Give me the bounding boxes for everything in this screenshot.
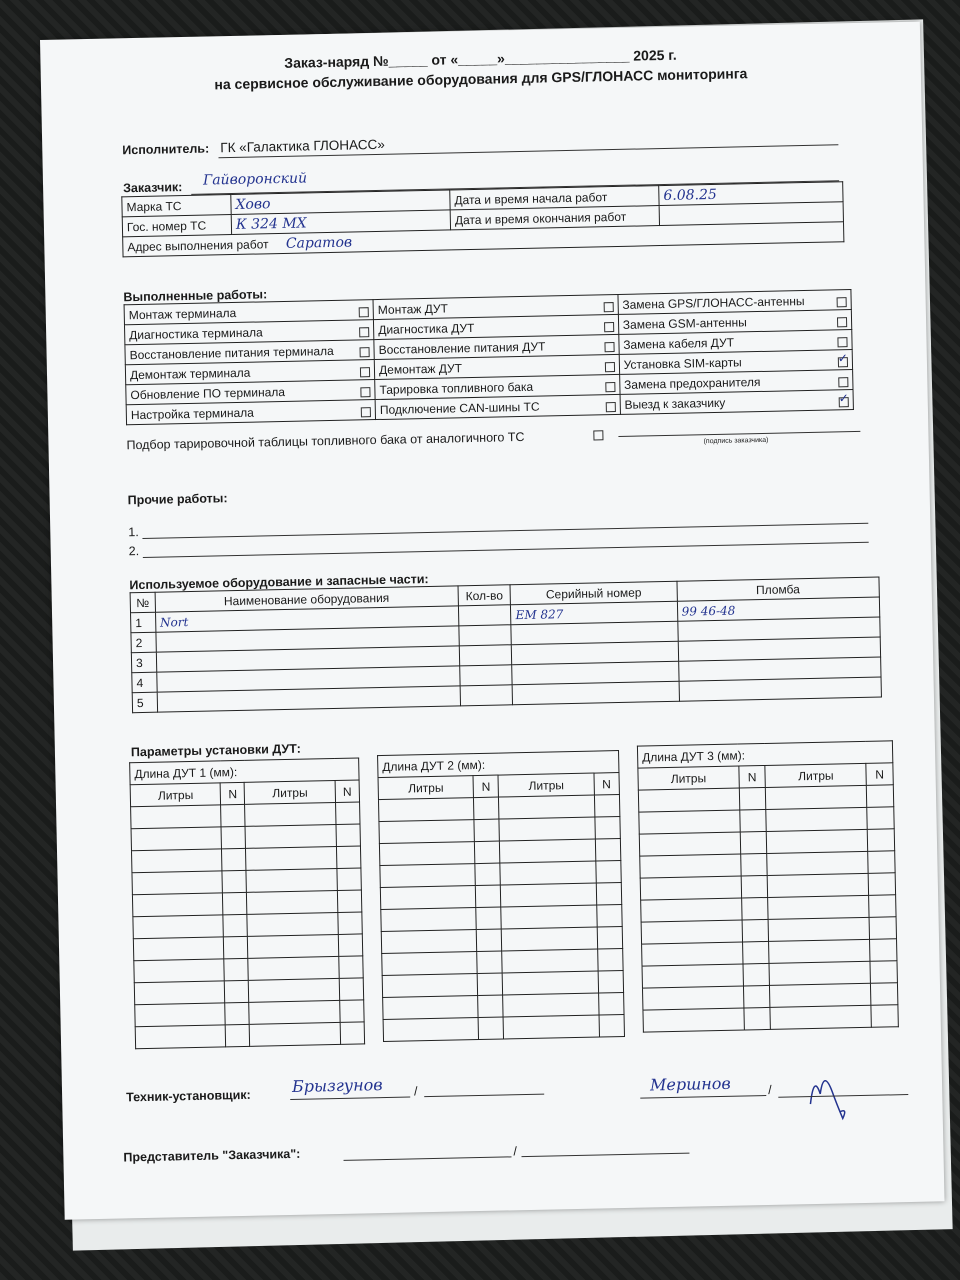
works-table [124, 289, 854, 425]
equipment-value: 2 [135, 635, 143, 650]
equipment-cell [131, 612, 156, 633]
other-item-1: 1. [128, 525, 139, 540]
dut-cell [246, 868, 337, 892]
dut-cell [869, 895, 896, 918]
tariff-label: Подбор тарировочной таблицы топливного бака от аналогичного ТС [126, 429, 525, 453]
work-cell [375, 394, 620, 419]
work-label: Настройка терминала [130, 405, 255, 422]
start-value: 6.08.25 [663, 186, 717, 204]
dut-cell [339, 978, 364, 1001]
dut-cell [640, 854, 741, 878]
equipment-cell [459, 645, 512, 666]
work-label: Диагностика терминала [129, 324, 263, 342]
equipment-title: Используемое оборудование и запасные части: [129, 571, 429, 593]
order-subtitle: на сервисное обслуживание оборудования для GPS/ГЛОНАСС мониторинга [214, 65, 748, 93]
dut-table-1 [129, 757, 365, 1049]
dut-cell [640, 876, 741, 900]
work-label: Демонтаж ДУТ [378, 360, 463, 377]
dut-header-cell: N [866, 763, 893, 786]
works-title: Выполненные работы: [123, 287, 268, 305]
equipment-value: 5 [136, 695, 144, 710]
dut-cell [642, 942, 743, 966]
dut-cell [767, 829, 868, 853]
dut-table-3 [637, 740, 899, 1032]
work-checkbox[interactable] [837, 337, 847, 347]
work-checkbox[interactable] [837, 317, 847, 327]
work-label: Замена GPS/ГЛОНАСС-антенны [622, 293, 805, 312]
dut-cell [639, 832, 740, 856]
dut-cell [503, 993, 599, 1017]
dut-cell [597, 948, 623, 971]
dut-cell [382, 974, 478, 998]
dut-title-cell: Длина ДУТ 3 (мм): [637, 741, 892, 768]
work-cell [620, 390, 854, 415]
dut-header-cell: Литры [765, 763, 866, 787]
dut-cell [477, 951, 503, 974]
dut-cell [223, 914, 247, 936]
dut-cell [501, 905, 597, 929]
dut-cell [475, 841, 501, 864]
dut-cell [381, 908, 477, 932]
dut-cell [225, 980, 249, 1002]
dut-cell [132, 893, 223, 917]
dut-cell [869, 917, 896, 940]
dut-cell [222, 870, 246, 892]
address-label: Адрес выполнения работ [127, 236, 269, 254]
dut-cell [499, 795, 595, 819]
start-label: Дата и время начала работ [450, 186, 659, 210]
dut-header-cell: Литры [245, 780, 336, 804]
dut-cell [246, 846, 337, 870]
dut-row [643, 1005, 898, 1032]
dut-cell [224, 958, 248, 980]
work-checkbox[interactable] [360, 387, 370, 397]
dut-cell [224, 936, 248, 958]
dut-header-cell: Литры [378, 776, 474, 800]
tech-line-3 [640, 1095, 766, 1099]
equipment-header-cell: Пломба [677, 577, 880, 601]
work-label: Замена кабеля ДУТ [623, 335, 735, 352]
dut-cell [503, 1015, 599, 1039]
dut-cell [867, 807, 894, 830]
equipment-cell [679, 677, 882, 701]
equipment-value: Nort [159, 614, 189, 630]
dut-cell [226, 1024, 250, 1046]
work-checkbox[interactable] [837, 297, 847, 307]
work-label: Замена предохранителя [623, 374, 761, 392]
dut-cell [134, 981, 225, 1005]
brand-label: Марка ТС [122, 195, 231, 217]
work-checkbox[interactable] [605, 402, 615, 412]
work-checkbox[interactable] [360, 367, 370, 377]
other-works-title: Прочие работы: [127, 491, 228, 508]
tariff-checkbox[interactable] [593, 430, 603, 440]
dut-cell [222, 848, 246, 870]
work-label: Замена GSM-антенны [622, 314, 747, 332]
dut-cell [739, 787, 766, 810]
equipment-cell [132, 672, 157, 693]
dut-cell [596, 883, 622, 906]
dut-cell [639, 810, 740, 834]
equipment-cell [513, 681, 679, 704]
work-cell [126, 400, 375, 425]
order-title: Заказ-наряд №_____ от «_____»________________ 2025 г. [284, 46, 677, 71]
work-checkbox[interactable] [838, 357, 848, 367]
dut-cell [335, 802, 360, 825]
tech-label: Техник-установщик: [126, 1087, 251, 1105]
work-label: Демонтаж терминала [129, 365, 251, 382]
dut-cell [248, 956, 339, 980]
dut-cell [474, 819, 500, 842]
work-label: Монтаж терминала [128, 305, 237, 322]
dut-cell [250, 1022, 341, 1046]
dut-cell [477, 973, 503, 996]
dut-cell [499, 817, 595, 841]
dut-cell [131, 827, 222, 851]
dut-cell [599, 1014, 625, 1037]
dut-cell [248, 934, 339, 958]
dut-cell [638, 788, 739, 812]
dut-cell [500, 839, 596, 863]
customer-value: Гайворонский [202, 170, 308, 189]
dut-cell [247, 890, 338, 914]
brand-value: Хово [235, 195, 271, 213]
dut-cell [476, 907, 502, 930]
dut-cell [245, 824, 336, 848]
equipment-cell [460, 685, 513, 706]
dut-cell [770, 983, 871, 1007]
dut-cell [503, 971, 599, 995]
dut-cell [338, 934, 363, 957]
dut-cell [594, 795, 620, 818]
dut-cell [739, 809, 766, 832]
dut-cell [478, 995, 504, 1018]
dut-cell [338, 912, 363, 935]
dut-cell [245, 802, 336, 826]
dut-cell [595, 861, 621, 884]
dut-cell [249, 978, 340, 1002]
dut-cell [502, 927, 598, 951]
work-label: Восстановление питания терминала [129, 343, 334, 362]
dut-cell [744, 1007, 771, 1030]
dut-cell [870, 939, 897, 962]
work-checkbox[interactable] [838, 377, 848, 387]
signature-scribble [802, 1063, 863, 1124]
dut-cell [135, 1003, 226, 1027]
dut-cell [337, 868, 362, 891]
dut-cell [598, 992, 624, 1015]
dut-cell [133, 937, 224, 961]
work-label: Восстановление питания ДУТ [378, 338, 546, 357]
dut-cell [223, 892, 247, 914]
equipment-cell [131, 652, 156, 673]
dut-header-cell: N [739, 765, 766, 788]
dut-cell [742, 919, 769, 942]
equipment-value: 3 [135, 655, 143, 670]
dut-cell [768, 895, 869, 919]
dut-row [383, 1014, 624, 1041]
dut-cell [221, 826, 245, 848]
sign-caption: (подпись заказчика) [703, 436, 769, 446]
equipment-table [130, 577, 882, 714]
work-checkbox[interactable] [605, 382, 615, 392]
dut-cell [133, 915, 224, 939]
representative-label: Представитель "Заказчика": [123, 1146, 301, 1165]
dut-cell [379, 842, 475, 866]
executor-label: Исполнитель: [122, 141, 210, 158]
dut-header-cell: N [594, 773, 620, 796]
dut-cell [766, 807, 867, 831]
dut-header-cell: N [221, 782, 245, 804]
dut-cell [382, 952, 478, 976]
tech-signature-2: Мершнов [649, 1073, 731, 1095]
plate-label: Гос. номер ТС [122, 215, 231, 237]
dut-cell [475, 863, 501, 886]
dut-cell [340, 1022, 365, 1045]
dut-cell [381, 930, 477, 954]
dut-cell [740, 853, 767, 876]
work-label: Обновление ПО терминала [130, 384, 286, 402]
equipment-header-cell: Наименование оборудования [155, 586, 458, 612]
dut-cell [500, 861, 596, 885]
dut-cell [380, 886, 476, 910]
dut-title-cell: Длина ДУТ 1 (мм): [130, 758, 359, 785]
dut-cell [131, 849, 222, 873]
dut-cell [867, 829, 894, 852]
dut-cell [249, 1000, 340, 1024]
dut-cell [475, 885, 501, 908]
dut-cell [336, 824, 361, 847]
dut-cell [337, 890, 362, 913]
dut-cell [641, 898, 742, 922]
dut-cell [741, 897, 768, 920]
dut-cell [596, 905, 622, 928]
dut-cell [870, 961, 897, 984]
other-item-2: 2. [128, 544, 140, 559]
equipment-header-cell: Серийный номер [510, 581, 676, 604]
dut-cell [768, 917, 869, 941]
plate-value: К 324 МХ [235, 214, 307, 233]
tech-slash-2: / [768, 1082, 772, 1097]
dut-header-cell: Литры [498, 773, 594, 797]
dut-cell [642, 964, 743, 988]
equipment-value: 99 46-48 [681, 603, 736, 619]
work-checkbox[interactable] [360, 347, 370, 357]
dut-cell [743, 985, 770, 1008]
dut-cell [769, 939, 870, 963]
rep-line-1 [344, 1156, 512, 1161]
work-checkbox[interactable] [359, 327, 369, 337]
customer-sign-line [618, 431, 860, 437]
dut-cell [340, 1000, 365, 1023]
dut-cell [743, 963, 770, 986]
dut-cell [741, 875, 768, 898]
dut-cell [221, 804, 245, 826]
end-label: Дата и время окончания работ [450, 206, 659, 230]
equipment-value: ЕМ 827 [515, 606, 564, 622]
dut-header-cell: Литры [130, 783, 221, 807]
work-label: Подключение CAN-шины ТС [379, 399, 540, 417]
dut-cell [134, 959, 225, 983]
dut-cell [474, 797, 500, 820]
dut-row [135, 1022, 364, 1049]
work-checkbox[interactable] [839, 397, 849, 407]
work-checkbox[interactable] [604, 322, 614, 332]
dut-cell [868, 873, 895, 896]
dut-cell [641, 920, 742, 944]
dut-cell [339, 956, 364, 979]
customer-label: Заказчик: [122, 180, 183, 196]
dut-cell [871, 983, 898, 1006]
equipment-cell [459, 625, 512, 646]
dut-cell [597, 927, 623, 950]
dut-header-cell: N [335, 780, 360, 803]
work-label: Выезд к заказчику [624, 395, 726, 412]
equipment-header-cell: № [130, 592, 155, 613]
dut-cell [595, 839, 621, 862]
work-checkbox[interactable] [605, 362, 615, 372]
dut-cell [742, 941, 769, 964]
tech-signature-1: Брызгунов [291, 1075, 383, 1096]
dut-header-cell: Литры [638, 766, 739, 790]
dut-title-cell: Длина ДУТ 2 (мм): [378, 751, 619, 778]
dut-cell [478, 1017, 504, 1040]
dut-cell [502, 949, 598, 973]
dut-table-2 [377, 750, 625, 1042]
equipment-cell [131, 632, 156, 653]
dut-cell [767, 851, 868, 875]
equipment-cell [458, 605, 511, 626]
dut-cell [768, 873, 869, 897]
dut-cell [383, 996, 479, 1020]
equipment-value: 4 [136, 675, 144, 690]
dut-cell [225, 1002, 249, 1024]
dut-cell [868, 851, 895, 874]
equipment-header-cell: Кол-во [458, 585, 511, 606]
dut-header-cell: N [473, 775, 499, 798]
dut-cell [131, 805, 222, 829]
work-order-sheet [40, 22, 945, 1220]
dut-cell [383, 1018, 479, 1042]
dut-cell [501, 883, 597, 907]
dut-cell [247, 912, 338, 936]
work-label: Диагностика ДУТ [378, 320, 475, 337]
address-value: Саратов [285, 234, 353, 252]
work-label: Монтаж ДУТ [377, 301, 448, 317]
work-label: Тарировка топливного бака [379, 379, 534, 397]
dut-cell [379, 820, 475, 844]
tech-line-1 [290, 1096, 410, 1100]
dut-cell [135, 1025, 226, 1049]
dut-cell [766, 785, 867, 809]
dut-cell [336, 846, 361, 869]
executor-value: ГК «Галактика ГЛОНАСС» [220, 136, 385, 156]
work-label: Установка SIM-карты [623, 354, 742, 372]
dut-cell [594, 817, 620, 840]
equipment-cell [132, 692, 157, 713]
tech-line-2 [424, 1094, 544, 1098]
equipment-cell [459, 665, 512, 686]
dut-title: Параметры установки ДУТ: [130, 741, 301, 760]
work-checkbox[interactable] [359, 307, 369, 317]
dut-cell [740, 831, 767, 854]
rep-line-2 [521, 1153, 689, 1158]
dut-cell [378, 798, 474, 822]
rep-slash: / [513, 1144, 518, 1159]
dut-cell [642, 986, 743, 1010]
work-checkbox[interactable] [361, 407, 371, 417]
dut-cell [769, 961, 870, 985]
dut-cell [643, 1008, 744, 1032]
tech-slash-1: / [413, 1084, 418, 1099]
dut-cell [132, 871, 223, 895]
work-checkbox[interactable] [603, 302, 613, 312]
other-line-1 [142, 523, 868, 539]
dut-cell [871, 1005, 898, 1028]
work-checkbox[interactable] [604, 342, 614, 352]
dut-cell [476, 929, 502, 952]
dut-cell [770, 1005, 871, 1029]
equipment-value: 1 [135, 615, 143, 630]
dut-cell [598, 970, 624, 993]
other-line-2 [143, 542, 869, 558]
dut-cell [380, 864, 476, 888]
dut-cell [866, 785, 893, 808]
